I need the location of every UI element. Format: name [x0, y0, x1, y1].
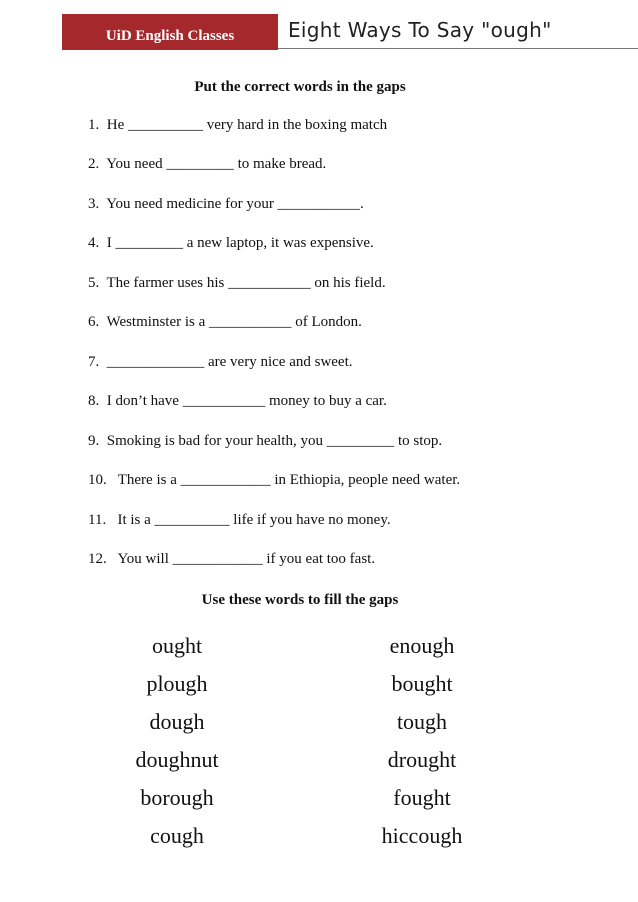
exercise-number: 10.: [88, 472, 107, 488]
exercise-text: I _________ a new laptop, it was expensive.: [106, 235, 374, 251]
exercise-text: You need medicine for your ___________.: [106, 196, 364, 212]
exercise-text: You will ____________ if you eat too fast.: [117, 551, 376, 567]
word-bank-word: bought: [391, 671, 453, 696]
word-bank-word: enough: [389, 633, 455, 658]
exercise-item: [88, 156, 326, 173]
exercise-number: 12.: [88, 551, 107, 567]
word-bank-heading: Use these words to fill the gaps: [201, 592, 399, 608]
word-bank-word: fought: [393, 785, 451, 810]
word-bank-word: tough: [396, 709, 448, 734]
exercise-item: [88, 235, 374, 252]
exercise-item: [88, 433, 442, 450]
exercise-item: [88, 551, 375, 568]
word-bank-word: doughnut: [135, 747, 219, 772]
header-bar: [62, 14, 638, 50]
exercise-item: [88, 472, 460, 489]
document-title: Eight Ways To Say "ough": [288, 18, 552, 42]
header-divider: [278, 48, 638, 49]
exercise-number: 9.: [88, 433, 100, 449]
exercise-number: 1.: [88, 117, 100, 133]
exercise-number: 2.: [88, 156, 100, 172]
word-bank-word: drought: [387, 747, 457, 772]
word-bank-word: dough: [149, 709, 205, 734]
word-bank-word: cough: [150, 823, 204, 848]
exercise-text: There is a ____________ in Ethiopia, people need water.: [117, 472, 461, 488]
brand-label: UiD English Classes: [62, 14, 278, 50]
exercise-number: 11.: [88, 512, 107, 528]
exercise-number: 4.: [88, 235, 100, 251]
exercise-item: [88, 393, 387, 410]
word-bank-word: borough: [140, 785, 214, 810]
exercise-text: He __________ very hard in the boxing match: [106, 117, 388, 133]
word-bank-right-column: [322, 633, 522, 861]
exercise-text: I don’t have ___________ money to buy a car.: [106, 393, 387, 409]
word-bank-left-column: [77, 633, 277, 861]
exercise-number: 5.: [88, 275, 100, 291]
exercise-number: 3.: [88, 196, 100, 212]
exercise-text: _____________ are very nice and sweet.: [106, 354, 353, 370]
exercise-text: You need _________ to make bread.: [106, 156, 327, 172]
word-bank-word: ought: [151, 633, 203, 658]
exercise-text: Westminster is a ___________ of London.: [106, 314, 362, 330]
exercise-text: The farmer uses his ___________ on his field.: [106, 275, 386, 291]
word-bank-word: plough: [146, 671, 208, 696]
exercise-item: [88, 275, 386, 292]
exercise-number: 6.: [88, 314, 100, 330]
exercise-number: 7.: [88, 354, 100, 370]
exercise-item: [88, 117, 387, 134]
exercise-text: It is a __________ life if you have no money.: [117, 512, 391, 528]
exercise-item: [88, 354, 353, 371]
exercise-item: [88, 314, 362, 331]
exercise-item: [88, 196, 364, 213]
word-bank-word: hiccough: [381, 823, 463, 848]
instructions-heading: Put the correct words in the gaps: [194, 79, 406, 95]
exercise-text: Smoking is bad for your health, you _________ to stop.: [106, 433, 443, 449]
exercise-item: [88, 512, 391, 529]
exercise-number: 8.: [88, 393, 100, 409]
